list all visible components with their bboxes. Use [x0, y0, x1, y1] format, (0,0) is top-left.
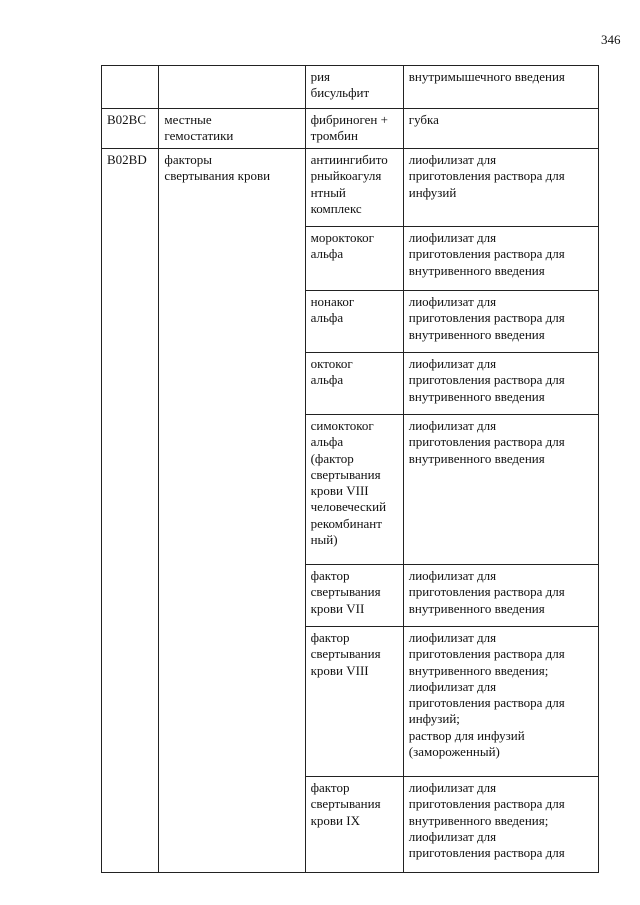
dosage-form-cell: лиофилизат для приготовления раствора для внутривенного введения: [403, 291, 598, 353]
atc-code-cell: [102, 66, 159, 109]
atc-code-cell: B02BD: [102, 149, 159, 873]
drug-name-cell: фибриноген + тромбин: [305, 109, 403, 149]
drug-name-cell: октоког альфа: [305, 353, 403, 415]
dosage-form-cell: внутримышечного введения: [403, 66, 598, 109]
drug-name-cell: фактор свертывания крови VII: [305, 565, 403, 627]
dosage-form-cell: лиофилизат для приготовления раствора для внутривенного введения; лиофилизат для приготовления раствора для: [403, 777, 598, 873]
dosage-form-cell: лиофилизат для приготовления раствора для инфузий: [403, 149, 598, 227]
dosage-form-cell: лиофилизат для приготовления раствора для внутривенного введения: [403, 415, 598, 565]
table-row: [102, 66, 599, 109]
drug-table: [101, 65, 599, 873]
drug-name-cell: рия бисульфит: [305, 66, 403, 109]
drug-name-cell: симоктоког альфа (фактор свертывания крови VIII человеческий рекомбинант ный): [305, 415, 403, 565]
table-row: [102, 109, 599, 149]
dosage-form-cell: лиофилизат для приготовления раствора для внутривенного введения: [403, 353, 598, 415]
page-number: 346: [601, 32, 621, 47]
dosage-form-cell: губка: [403, 109, 598, 149]
drug-name-cell: нонаког альфа: [305, 291, 403, 353]
drug-name-cell: фактор свертывания крови VIII: [305, 627, 403, 777]
group-cell: местные гемостатики: [159, 109, 305, 149]
dosage-form-cell: лиофилизат для приготовления раствора для внутривенного введения; лиофилизат для приготовления раствора для инфузий; раствор для инфузий (замороженный): [403, 627, 598, 777]
group-cell: [159, 66, 305, 109]
dosage-form-cell: лиофилизат для приготовления раствора для внутривенного введения: [403, 565, 598, 627]
table-row: [102, 149, 599, 227]
drug-name-cell: антиингибито рныйкоагуля нтный комплекс: [305, 149, 403, 227]
drug-name-cell: мороктоког альфа: [305, 227, 403, 291]
drug-name-cell: фактор свертывания крови IX: [305, 777, 403, 873]
group-cell: факторы свертывания крови: [159, 149, 305, 873]
dosage-form-cell: лиофилизат для приготовления раствора для внутривенного введения: [403, 227, 598, 291]
atc-code-cell: B02BC: [102, 109, 159, 149]
